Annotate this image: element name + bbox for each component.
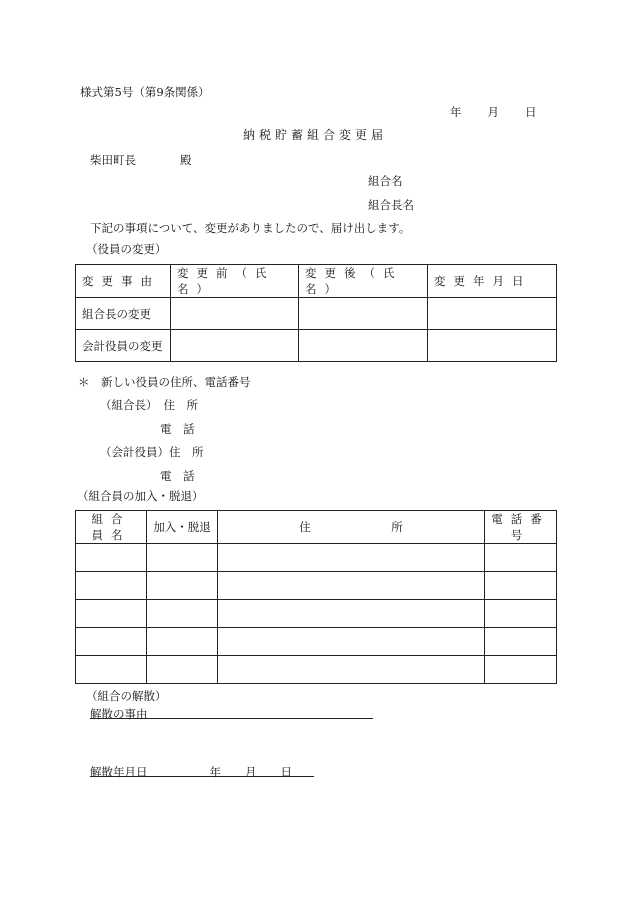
header-change-reason: 変更事由 [76, 265, 171, 298]
dissolution-heading: （組合の解散） [86, 689, 167, 703]
table-row [76, 600, 557, 628]
accountant-label: （会計役員） [100, 445, 169, 459]
dissolution-reason-underline[interactable] [90, 718, 373, 719]
new-officer-info-heading: ＊ 新しい役員の住所、電話番号 [78, 375, 251, 389]
header-before-change: 変更前（氏名） [171, 265, 299, 298]
accountant-address-label: 住 所 [169, 445, 204, 459]
phone-cell[interactable] [485, 656, 557, 684]
dissolution-month-label: 月 [245, 765, 257, 779]
change-date-cell[interactable] [428, 330, 557, 362]
officer-change-heading: （役員の変更） [86, 242, 167, 256]
accountant-phone-label: 電 話 [160, 469, 195, 483]
member-name-cell[interactable] [76, 544, 147, 572]
leader-address-line [100, 397, 198, 413]
submission-date [450, 104, 537, 120]
member-table-header [76, 511, 557, 544]
leader-address-label: 住 所 [163, 398, 198, 412]
address-cell[interactable] [218, 600, 485, 628]
intro-text: 下記の事項について、変更がありましたので、届け出します。 [90, 221, 411, 235]
table-row [76, 330, 557, 362]
table-row [76, 656, 557, 684]
form-number: 様式第5号（第9条関係） [80, 85, 210, 99]
addressee-honorific: 殿 [180, 153, 192, 167]
date-day-label: 日 [525, 105, 537, 119]
date-year-label: 年 [450, 105, 462, 119]
dissolution-reason-label: 解散の事由 [90, 707, 148, 721]
header-member-name: 組合員名 [76, 511, 147, 544]
table-row [76, 628, 557, 656]
row-label-accountant-change: 会計役員の変更 [76, 330, 171, 362]
addressee [90, 152, 192, 168]
union-name-label: 組合名 [368, 174, 403, 188]
address-cell[interactable] [218, 628, 485, 656]
header-phone-number: 電話番号 [485, 511, 557, 544]
phone-cell[interactable] [485, 600, 557, 628]
leader-name-label: 組合長名 [368, 198, 414, 212]
row-label-leader-change: 組合長の変更 [76, 298, 171, 330]
join-leave-cell[interactable] [147, 572, 218, 600]
table-row [76, 298, 557, 330]
member-name-cell[interactable] [76, 628, 147, 656]
dissolution-date-underline[interactable] [90, 776, 314, 777]
header-join-leave: 加入・脱退 [147, 511, 218, 544]
member-name-cell[interactable] [76, 572, 147, 600]
officer-change-table [75, 264, 557, 362]
change-date-cell[interactable] [428, 298, 557, 330]
member-name-cell[interactable] [76, 656, 147, 684]
after-name-cell[interactable] [299, 330, 428, 362]
dissolution-year-label: 年 [209, 765, 221, 779]
leader-label: （組合長） [100, 398, 158, 412]
accountant-address-line [100, 444, 204, 460]
before-name-cell[interactable] [171, 298, 299, 330]
phone-cell[interactable] [485, 628, 557, 656]
header-address: 住 所 [218, 511, 485, 544]
dissolution-date-label: 解散年月日 [90, 765, 148, 779]
address-cell[interactable] [218, 572, 485, 600]
leader-phone-label: 電 話 [160, 422, 195, 436]
dissolution-day-label: 日 [280, 765, 292, 779]
address-cell[interactable] [218, 656, 485, 684]
header-after-change: 変更後（氏名） [299, 265, 428, 298]
join-leave-cell[interactable] [147, 544, 218, 572]
after-name-cell[interactable] [299, 298, 428, 330]
phone-cell[interactable] [485, 544, 557, 572]
addressee-name: 柴田町長 [90, 153, 136, 167]
member-change-table [75, 510, 557, 684]
document-title: 納税貯蓄組合変更届 [242, 128, 387, 142]
officer-table-header [76, 265, 557, 298]
table-row [76, 572, 557, 600]
member-change-heading: （組合員の加入・脱退） [77, 489, 204, 503]
join-leave-cell[interactable] [147, 656, 218, 684]
join-leave-cell[interactable] [147, 600, 218, 628]
phone-cell[interactable] [485, 572, 557, 600]
member-name-cell[interactable] [76, 600, 147, 628]
dissolution-date-line [90, 764, 292, 780]
header-change-date: 変更年月日 [428, 265, 557, 298]
join-leave-cell[interactable] [147, 628, 218, 656]
address-cell[interactable] [218, 544, 485, 572]
table-row [76, 544, 557, 572]
before-name-cell[interactable] [171, 330, 299, 362]
date-month-label: 月 [487, 105, 499, 119]
